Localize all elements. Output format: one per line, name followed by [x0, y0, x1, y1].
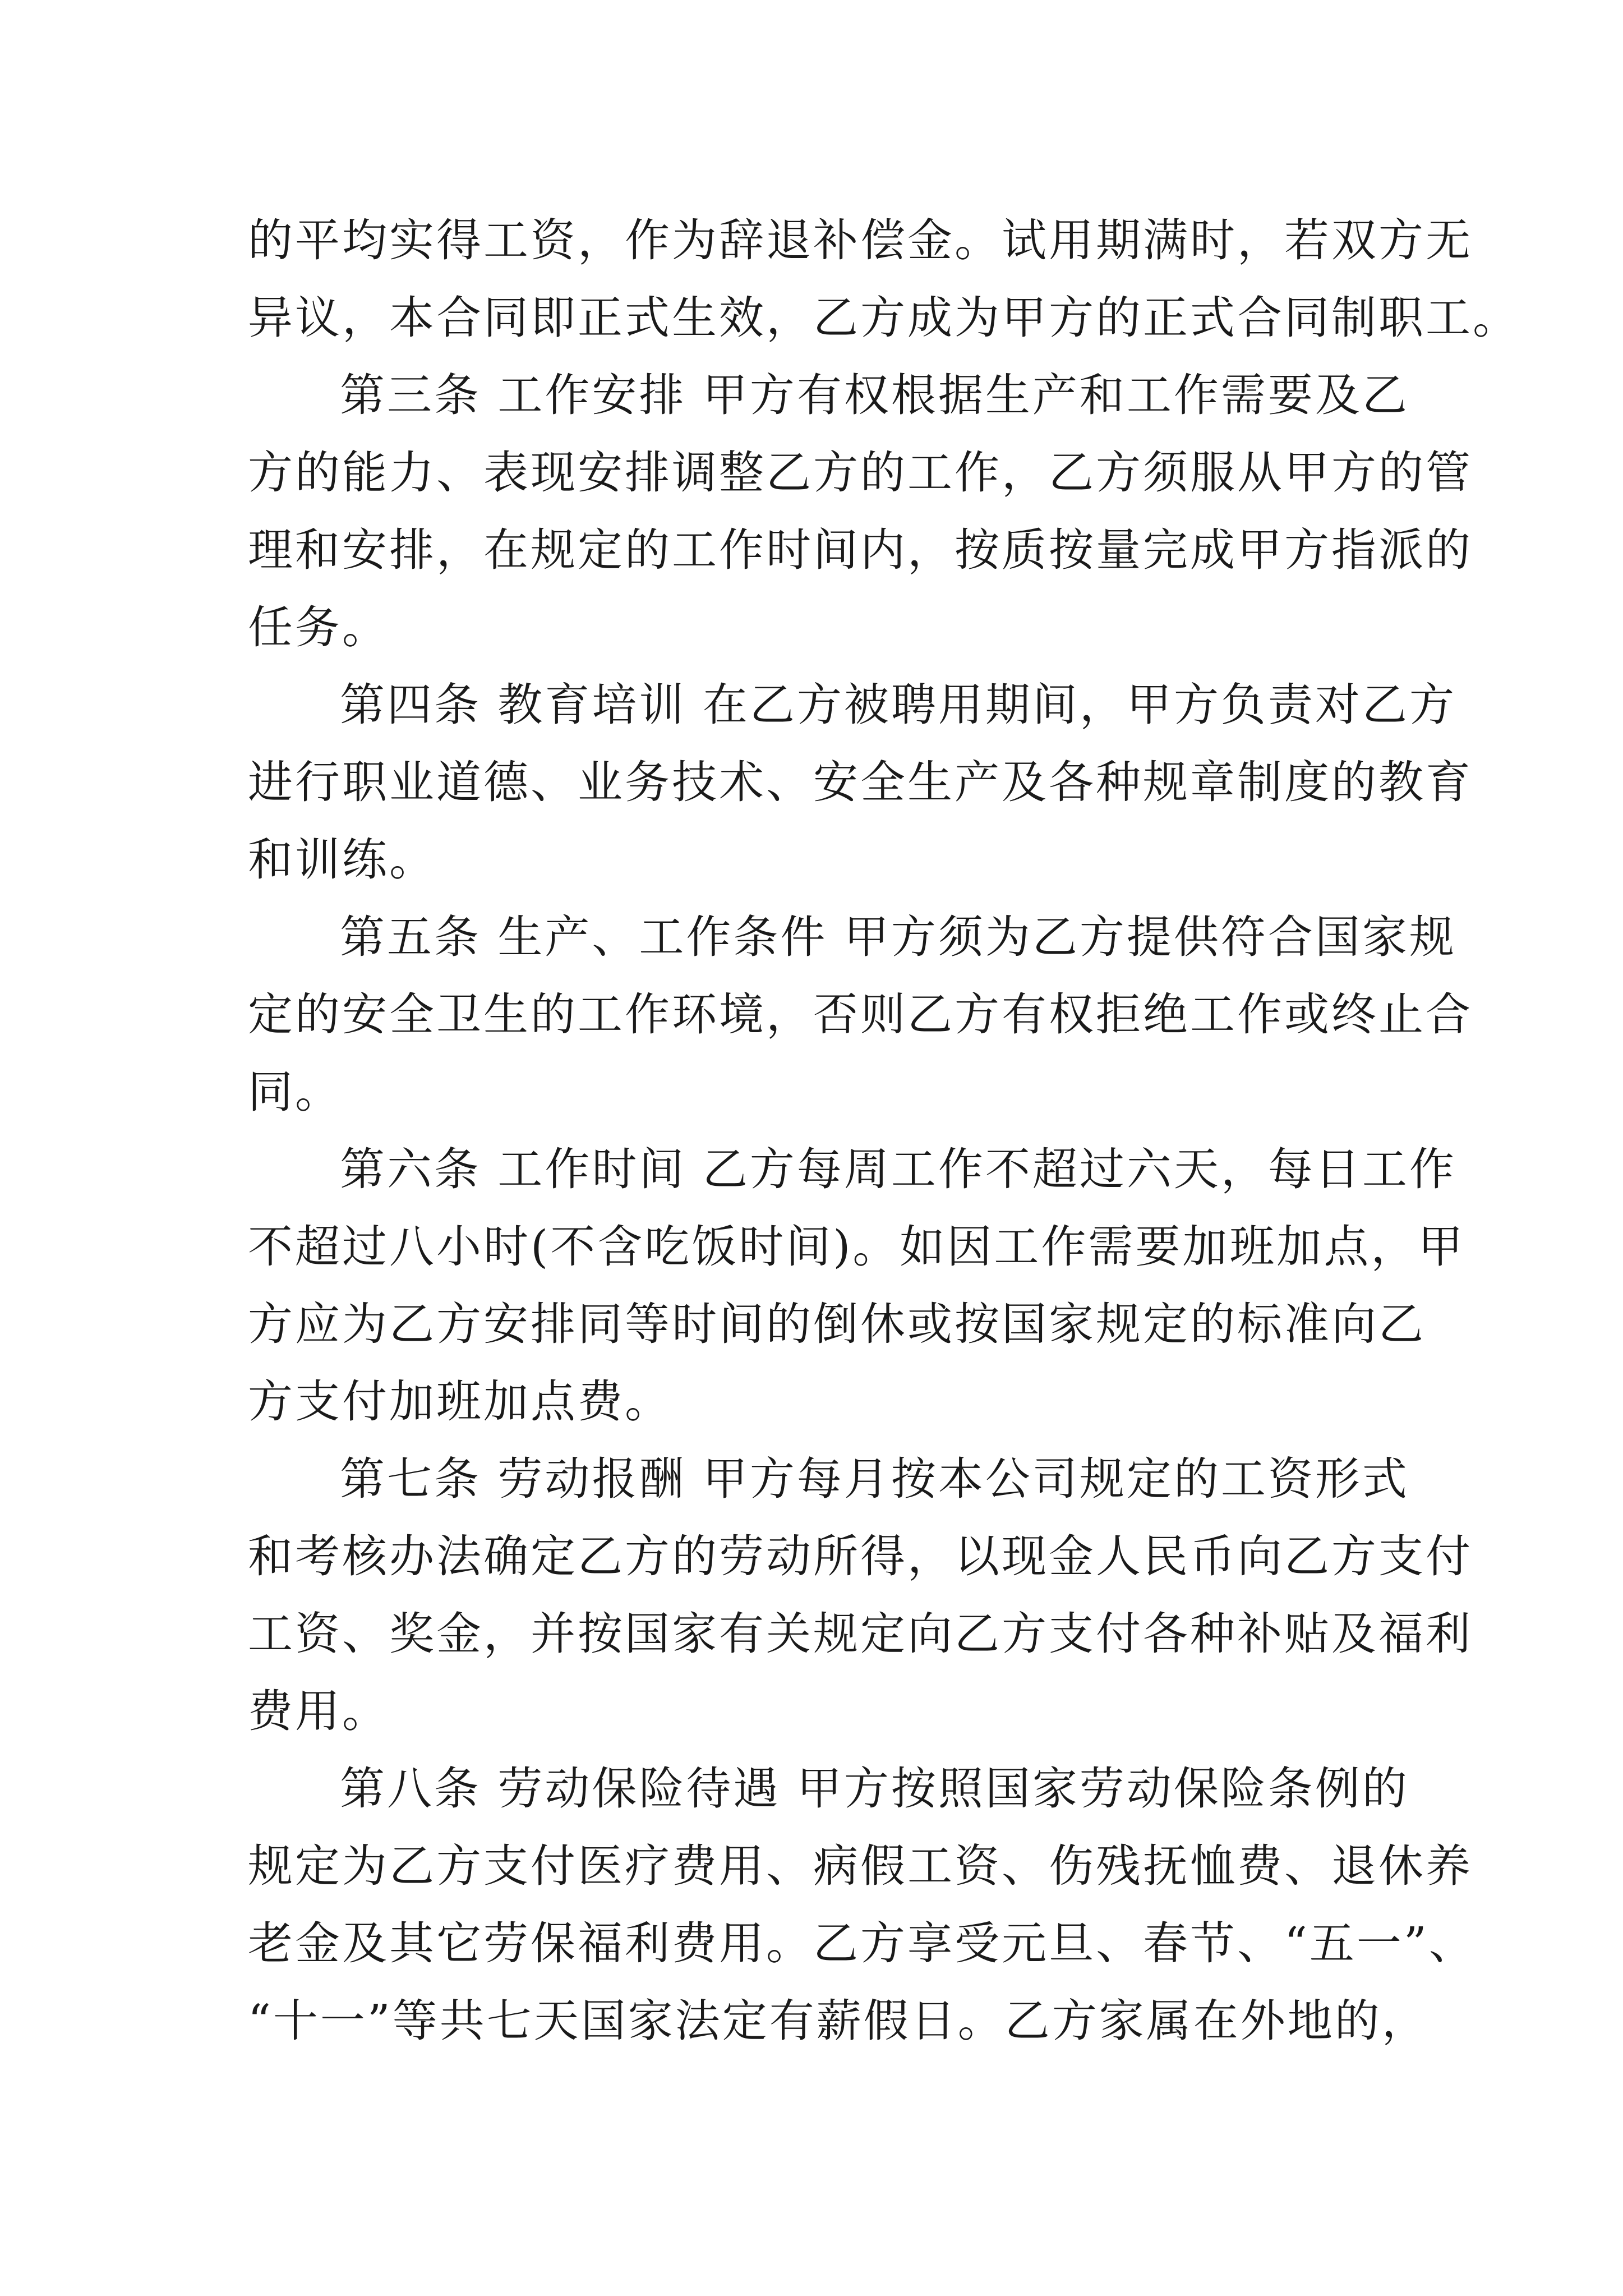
text-line: 和训练。	[248, 834, 436, 886]
text-line: 规定为乙方支付医疗费用、病假工资、伤残抚恤费、退休养	[248, 1840, 1473, 1892]
contract-text-body	[248, 202, 1520, 2060]
text-line: 费用。	[248, 1685, 389, 1737]
text-line: 异议，本合同即正式生效，乙方成为甲方的正式合同制职工。	[248, 292, 1520, 344]
text-line: 的平均实得工资，作为辞退补偿金。试用期满时，若双方无	[248, 214, 1473, 266]
text-line: 同。	[248, 1066, 342, 1118]
article-3-heading-line: 第三条 工作安排 甲方有权根据生产和工作需要及乙	[340, 369, 1409, 421]
text-line: 理和安排，在规定的工作时间内，按质按量完成甲方指派的	[248, 524, 1473, 576]
text-line: 方的能力、表现安排调整乙方的工作，乙方须服从甲方的管	[248, 447, 1473, 499]
article-5-heading-line: 第五条 生产、工作条件 甲方须为乙方提供符合国家规	[340, 911, 1456, 963]
article-4-heading-line: 第四条 教育培训 在乙方被聘用期间，甲方负责对乙方	[340, 679, 1456, 731]
text-line: 工资、奖金，并按国家有关规定向乙方支付各种补贴及福利	[248, 1608, 1473, 1660]
article-8-heading-line: 第八条 劳动保险待遇 甲方按照国家劳动保险条例的	[340, 1763, 1409, 1815]
text-line: 任务。	[248, 601, 389, 654]
article-6-heading-line: 第六条 工作时间 乙方每周工作不超过六天，每日工作	[340, 1143, 1456, 1195]
text-line: 不超过八小时(不含吃饭时间)。如因工作需要加班加点，甲	[248, 1221, 1465, 1273]
text-line: 方支付加班加点费。	[248, 1375, 672, 1428]
article-7-heading-line: 第七条 劳动报酬 甲方每月按本公司规定的工资形式	[340, 1453, 1409, 1505]
text-line: 方应为乙方安排同等时间的倒休或按国家规定的标准向乙	[248, 1298, 1426, 1350]
text-line: 定的安全卫生的工作环境，否则乙方有权拒绝工作或终止合	[248, 988, 1473, 1041]
text-line: “十一”等共七天国家法定有薪假日。乙方家属在外地的，	[248, 1995, 1429, 2047]
text-line: 老金及其它劳保福利费用。乙方享受元旦、春节、“五一”、	[248, 1917, 1476, 1970]
text-line: 和考核办法确定乙方的劳动所得，以现金人民币向乙方支付	[248, 1530, 1473, 1582]
text-line: 进行职业道德、业务技术、安全生产及各种规章制度的教育	[248, 756, 1473, 808]
